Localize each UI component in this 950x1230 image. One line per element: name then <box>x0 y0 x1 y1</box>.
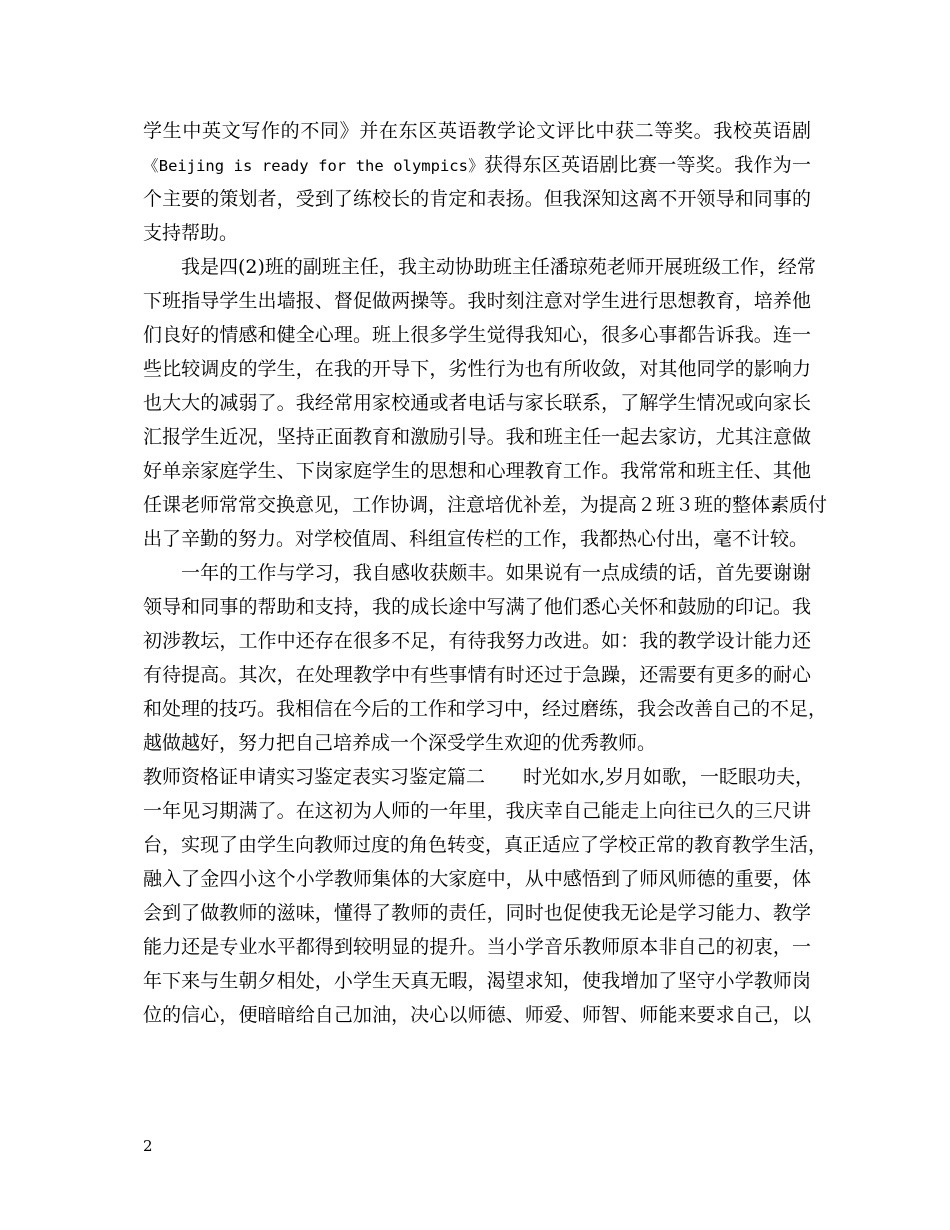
text-line: 好单亲家庭学生、下岗家庭学生的思想和心理教育工作。我常常和班主任、其他 <box>143 460 811 482</box>
text-line: 一年的工作与学习，我自感收获颇丰。如果说有一点成绩的话，首先要谢谢 <box>181 562 811 584</box>
text-line: 台，实现了由学生向教师过度的角色转变，真正适应了学校正常的教育教学生活， <box>143 834 828 856</box>
text-line: 汇报学生近况，坚持正面教育和激励引导。我和班主任一起去家访，尤其注意做 <box>143 426 811 448</box>
text-line: 下班指导学生出墙报、督促做两操等。我时刻注意对学生进行思想教育，培养他 <box>143 290 811 312</box>
text-line: 些比较调皮的学生，在我的开导下，劣性行为也有所收敛，对其他同学的影响力 <box>143 358 811 380</box>
text-line: 融入了金四小这个小学教师集体的大家庭中，从中感悟到了师风师德的重要，体 <box>143 868 811 890</box>
text-line: 年下来与生朝夕相处，小学生天真无暇，渴望求知，使我增加了坚守小学教师岗 <box>143 970 811 992</box>
text-line: 能力还是专业水平都得到较明显的提升。当小学音乐教师原本非自己的初衷，一 <box>143 936 811 958</box>
text-line: 位的信心，便暗暗给自己加油，决心以师德、师爱、师智、师能来要求自己，以 <box>143 1004 811 1026</box>
text-line: 学生中英文写作的不同》并在东区英语教学论文评比中获二等奖。我校英语剧 <box>143 120 811 142</box>
text-line-with-play-title <box>143 148 811 182</box>
text-line: 领导和同事的帮助和支持，我的成长途中写满了他们悉心关怀和鼓励的印记。我 <box>143 596 811 618</box>
text-line: 出了辛勤的努力。对学校值周、科组宣传栏的工作，我都热心付出，毫不计较。 <box>143 528 809 550</box>
text-line: 个主要的策划者，受到了练校长的肯定和表扬。但我深知这离不开领导和同事的 <box>143 188 811 210</box>
text-line: 初涉教坛，工作中还存在很多不足，有待我努力改进。如：我的教学设计能力还 <box>143 630 811 652</box>
text-line-remainder: 获得东区英语剧比赛一等奖。我作为一 <box>483 154 811 176</box>
text-line: 一年见习期满了。在这初为人师的一年里，我庆幸自己能走上向往已久的三尺讲 <box>143 800 811 822</box>
text-line: 越做越好，努力把自己培养成一个深受学生欢迎的优秀教师。 <box>143 732 657 754</box>
text-line: 和处理的技巧。我相信在今后的工作和学习中，经过磨练，我会改善自己的不足， <box>143 698 828 720</box>
text-line: 会到了做教师的滋味，懂得了教师的责任，同时也促使我无论是学习能力、教学 <box>143 902 811 924</box>
text-line: 有待提高。其次，在处理教学中有些事情有时还过于急躁，还需要有更多的耐心 <box>143 664 811 686</box>
text-line: 们良好的情感和健全心理。班上很多学生觉得我知心，很多心事都告诉我。连一 <box>143 324 811 346</box>
text-line: 也大大的减弱了。我经常用家校通或者电话与家长联系，了解学生情况或向家长 <box>143 392 811 414</box>
text-line: 我是四(2)班的副班主任，我主动协助班主任潘琼苑老师开展班级工作，经常 <box>181 256 816 278</box>
play-title: 《Beijing is ready for the olympics》 <box>143 157 484 175</box>
page-number: 2 <box>143 1137 153 1155</box>
document-body <box>143 114 828 1032</box>
text-line: 支持帮助。 <box>143 222 239 244</box>
text-line: 任课老师常常交换意见，工作协调，注意培优补差，为提高２班３班的整体素质付 <box>143 494 828 516</box>
section-heading-line: 教师资格证申请实习鉴定表实习鉴定篇二 时光如水,岁月如歌，一眨眼功夫， <box>143 766 815 788</box>
